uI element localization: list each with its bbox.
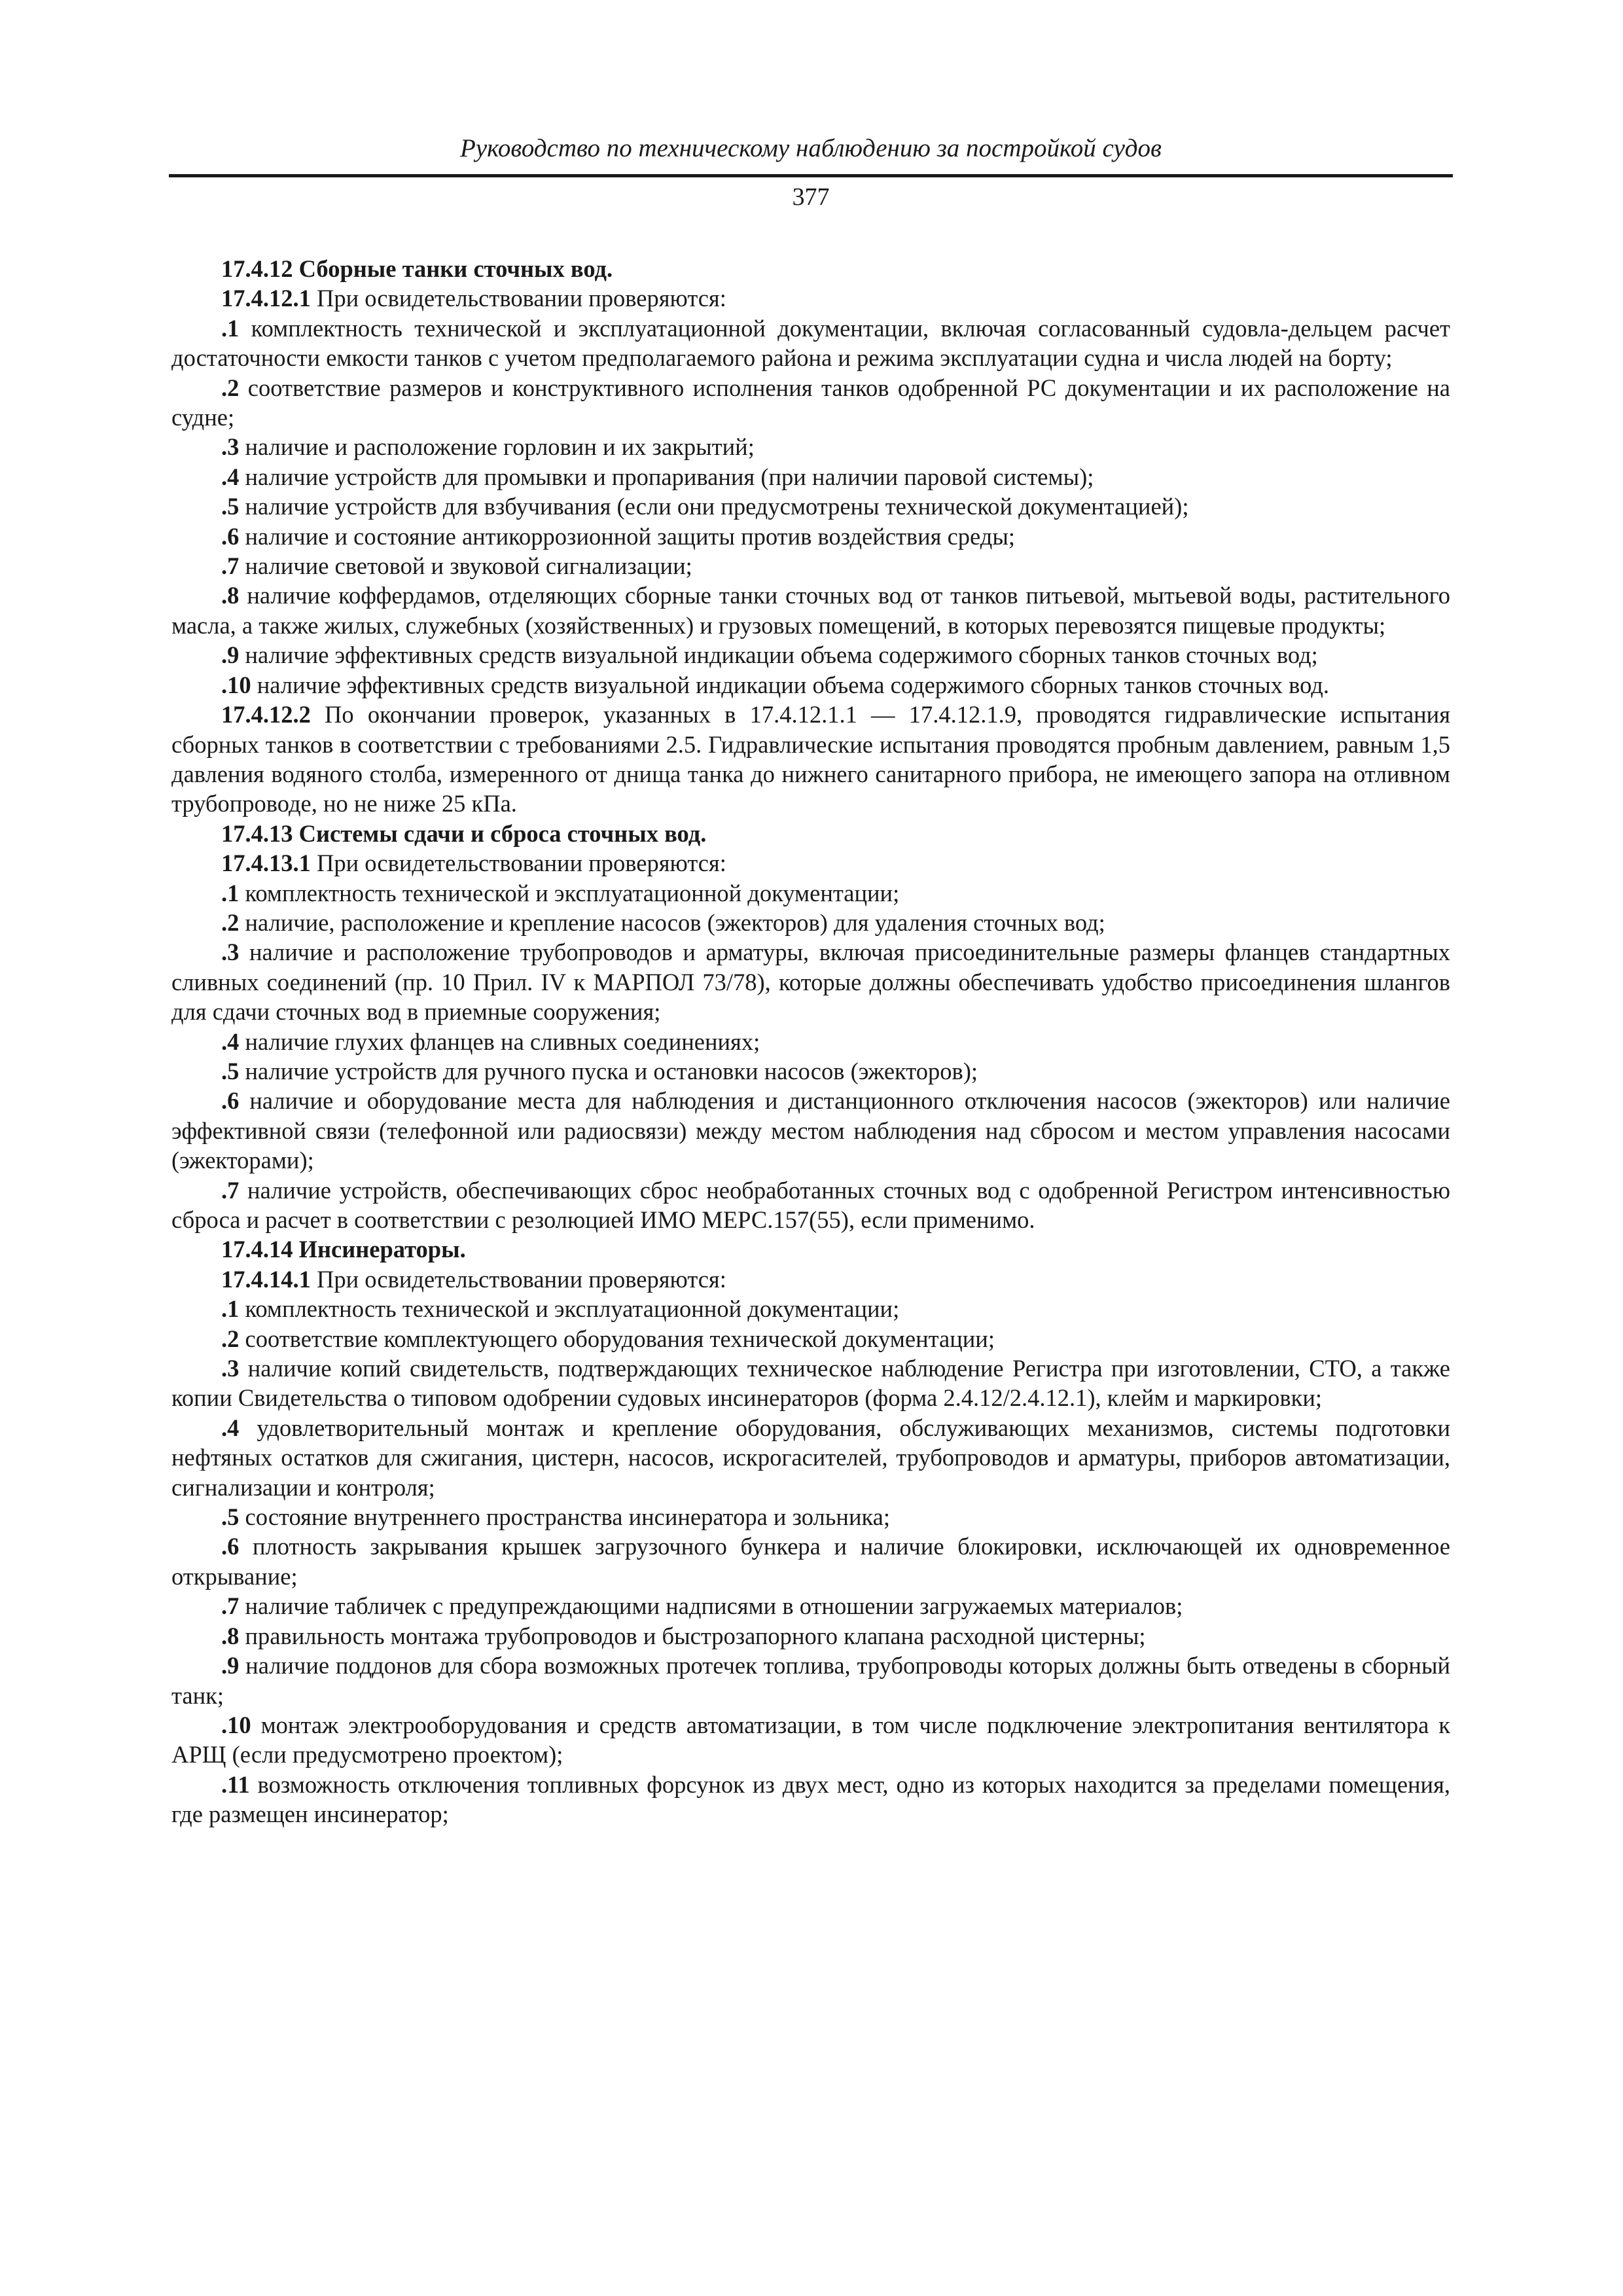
- paragraph: [171, 1651, 1450, 1710]
- clause-number: .5: [221, 1503, 240, 1531]
- clause-number: 17.4.12: [221, 255, 293, 282]
- paragraph: [171, 1532, 1450, 1591]
- section-heading: [171, 254, 1450, 283]
- heading-text: Сборные танки сточных вод.: [293, 255, 613, 282]
- heading-text: Инсинераторы.: [293, 1236, 466, 1263]
- clause-number: .6: [221, 1533, 240, 1560]
- clause-number: .3: [221, 1355, 240, 1382]
- paragraph-text: При освидетельствовании проверяются:: [310, 285, 726, 312]
- clause-number: .9: [221, 1652, 240, 1679]
- paragraph: [171, 1621, 1450, 1651]
- paragraph-text: соответствие размеров и конструктивного исполнения танков одобренной РС документации и их расположение на судне;: [171, 374, 1450, 431]
- clause-number: .8: [221, 1622, 240, 1649]
- clause-number: .3: [221, 939, 240, 966]
- paragraph-text: правильность монтажа трубопроводов и быстрозапорного клапана расходной цистерны;: [239, 1622, 1146, 1649]
- clause-number: .6: [221, 1087, 240, 1115]
- clause-number: 17.4.12.1: [221, 285, 311, 312]
- paragraph-text: При освидетельствовании проверяются:: [310, 1265, 726, 1293]
- clause-number: 17.4.13.1: [221, 850, 311, 877]
- paragraph-text: комплектность технической и эксплуатационной документации;: [239, 1295, 900, 1323]
- paragraph-text: наличие устройств для ручного пуска и остановки насосов (эжекторов);: [239, 1057, 978, 1085]
- clause-number: .7: [221, 552, 240, 580]
- paragraph-text: наличие и состояние антикоррозионной защиты против воздействия среды;: [239, 522, 1016, 550]
- clause-number: .7: [221, 1592, 240, 1620]
- paragraph-text: наличие и расположение горловин и их закрытий;: [239, 433, 755, 461]
- clause-number: 17.4.14.1: [221, 1265, 311, 1293]
- clause-number: .5: [221, 493, 240, 520]
- clause-number: .6: [221, 522, 240, 550]
- paragraph: [171, 432, 1450, 461]
- clause-number: .1: [221, 314, 240, 342]
- paragraph: [171, 1265, 1450, 1294]
- paragraph-text: При освидетельствовании проверяются:: [310, 850, 726, 877]
- paragraph: [171, 908, 1450, 937]
- paragraph: [171, 1175, 1450, 1235]
- paragraph: [171, 462, 1450, 492]
- clause-number: .4: [221, 463, 240, 490]
- paragraph: [171, 670, 1450, 700]
- paragraph-text: наличие коффердамов, отделяющих сборные танки сточных вод от танков питьевой, мытьевой воды, растительного масла, а также жилых, служебных (хозяйственных) и грузовых помещений, в которых перевозятся пищевые продукты;: [171, 582, 1450, 639]
- paragraph: [171, 937, 1450, 1026]
- paragraph: [171, 1086, 1450, 1175]
- clause-number: 17.4.13: [221, 819, 293, 847]
- paragraph: [171, 492, 1450, 521]
- paragraph-text: соответствие комплектующего оборудования технической документации;: [239, 1325, 995, 1352]
- paragraph-text: наличие устройств для промывки и пропаривания (при наличии паровой системы);: [239, 463, 1094, 490]
- clause-number: .2: [221, 374, 240, 401]
- paragraph-text: наличие световой и звуковой сигнализации;: [239, 552, 692, 580]
- paragraph-text: наличие копий свидетельств, подтверждающих техническое наблюдение Регистра при изготовлении, СТО, а также копии Свидетельства о типовом одобрении судовых инсинераторов (форма 2.4.12/2.4.12.1), клейм и маркировки;: [171, 1355, 1450, 1412]
- paragraph-text: По окончании проверок, указанных в 17.4.12.1.1 — 17.4.12.1.9, проводятся гидравлические испытания сборных танков в соответствии с требованиями 2.5. Гидравлические испытания проводятся пробным давлением, равным 1,5 давления водяного столба, измеренного от днища танка до нижнего санитарного прибора, не имеющего запора на отливном трубопроводе, но не ниже 25 кПа.: [171, 701, 1450, 817]
- clause-number: .4: [221, 1028, 240, 1055]
- paragraph-text: наличие устройств, обеспечивающих сброс необработанных сточных вод с одобренной Регистром интенсивностью сброса и расчет в соответствии с резолюцией ИМО МЕРС.157(55), если применимо.: [171, 1176, 1450, 1233]
- clause-number: .5: [221, 1057, 240, 1085]
- paragraph-text: наличие табличек с предупреждающими надписями в отношении загружаемых материалов;: [239, 1592, 1183, 1620]
- paragraph: [171, 1354, 1450, 1413]
- paragraph: [171, 700, 1450, 819]
- paragraph: [171, 640, 1450, 670]
- paragraph-text: возможность отключения топливных форсунок из двух мест, одно из которых находится за пределами помещения, где размещен инсинератор;: [171, 1770, 1450, 1828]
- page-number: 377: [792, 183, 830, 211]
- section-heading: [171, 819, 1450, 848]
- paragraph-text: комплектность технической и эксплуатационной документации;: [239, 879, 900, 906]
- paragraph-text: комплектность технической и эксплуатационной документации, включая согласованный судовла-дельцем расчет достаточности емкости танков с учетом предполагаемого района и режима эксплуатации судна и числа людей на борту;: [171, 314, 1450, 372]
- paragraph: [171, 551, 1450, 581]
- clause-number: .11: [221, 1770, 250, 1798]
- paragraph-text: наличие поддонов для сбора возможных протечек топлива, трубопроводы которых должны быть отведены в сборный танк;: [171, 1652, 1450, 1709]
- clause-number: .2: [221, 908, 240, 936]
- paragraph-text: удовлетворительный монтаж и крепление оборудования, обслуживающих механизмов, системы подготовки нефтяных остатков для сжигания, цистерн, насосов, искрогасителей, трубопроводов и арматуры, приборов автоматизации, сигнализации и контроля;: [171, 1414, 1450, 1501]
- paragraph: [171, 848, 1450, 878]
- paragraph: [171, 283, 1450, 313]
- clause-number: .1: [221, 1295, 240, 1323]
- running-header: Руководство по техническому наблюдению за постройкой судов: [460, 134, 1162, 162]
- heading-text: Системы сдачи и сброса сточных вод.: [293, 819, 707, 847]
- section-heading: [171, 1234, 1450, 1264]
- clause-number: 17.4.12.2: [221, 701, 311, 728]
- paragraph-text: наличие и расположение трубопроводов и арматуры, включая присоединительные размеры фланцев стандартных сливных соединений (пр. 10 Прил. IV к МАРПОЛ 73/78), которые должны обеспечивать удобство присоединения шлангов для сдачи сточных вод в приемные сооружения;: [171, 939, 1450, 1026]
- paragraph: [171, 1413, 1450, 1502]
- paragraph: [171, 1591, 1450, 1621]
- paragraph: [171, 1502, 1450, 1532]
- paragraph: [171, 1710, 1450, 1770]
- paragraph-text: наличие эффективных средств визуальной индикации объема содержимого сборных танков сточных вод;: [239, 641, 1318, 669]
- paragraph: [171, 314, 1450, 373]
- paragraph: [171, 522, 1450, 551]
- paragraph: [171, 1324, 1450, 1354]
- paragraph-text: наличие эффективных средств визуальной индикации объема содержимого сборных танков сточных вод.: [251, 671, 1329, 698]
- paragraph-text: наличие устройств для взбучивания (если они предусмотрены технической документацией);: [239, 493, 1189, 520]
- paragraph-text: состояние внутреннего пространства инсинератора и зольника;: [239, 1503, 890, 1531]
- paragraph-text: монтаж электрооборудования и средств автоматизации, в том числе подключение электропитания вентилятора к АРЩ (если предусмотрено проектом);: [171, 1711, 1450, 1768]
- paragraph: [171, 878, 1450, 908]
- clause-number: .1: [221, 879, 240, 906]
- clause-number: .4: [221, 1414, 240, 1441]
- clause-number: .2: [221, 1325, 240, 1352]
- clause-number: .3: [221, 433, 240, 461]
- clause-number: 17.4.14: [221, 1236, 293, 1263]
- clause-number: .9: [221, 641, 240, 669]
- paragraph: [171, 1294, 1450, 1323]
- clause-number: .10: [221, 671, 251, 698]
- body-text: [171, 254, 1450, 1829]
- clause-number: .10: [221, 1711, 251, 1738]
- paragraph: [171, 373, 1450, 433]
- paragraph: [171, 1770, 1450, 1829]
- paragraph: [171, 1027, 1450, 1056]
- clause-number: .8: [221, 582, 240, 609]
- paragraph: [171, 581, 1450, 640]
- paragraph-text: плотность закрывания крышек загрузочного бункера и наличие блокировки, исключающей их одновременное открывание;: [171, 1533, 1450, 1590]
- paragraph: [171, 1056, 1450, 1086]
- paragraph-text: наличие глухих фланцев на сливных соединениях;: [239, 1028, 760, 1055]
- clause-number: .7: [221, 1176, 240, 1204]
- paragraph-text: наличие, расположение и крепление насосов (эжекторов) для удаления сточных вод;: [239, 908, 1105, 936]
- paragraph-text: наличие и оборудование места для наблюдения и дистанционного отключения насосов (эжекторов) или наличие эффективной связи (телефонной или радиосвязи) между местом наблюдения над сбросом и местом управления насосами (эжекторами);: [171, 1087, 1450, 1174]
- header-rule: [169, 174, 1453, 177]
